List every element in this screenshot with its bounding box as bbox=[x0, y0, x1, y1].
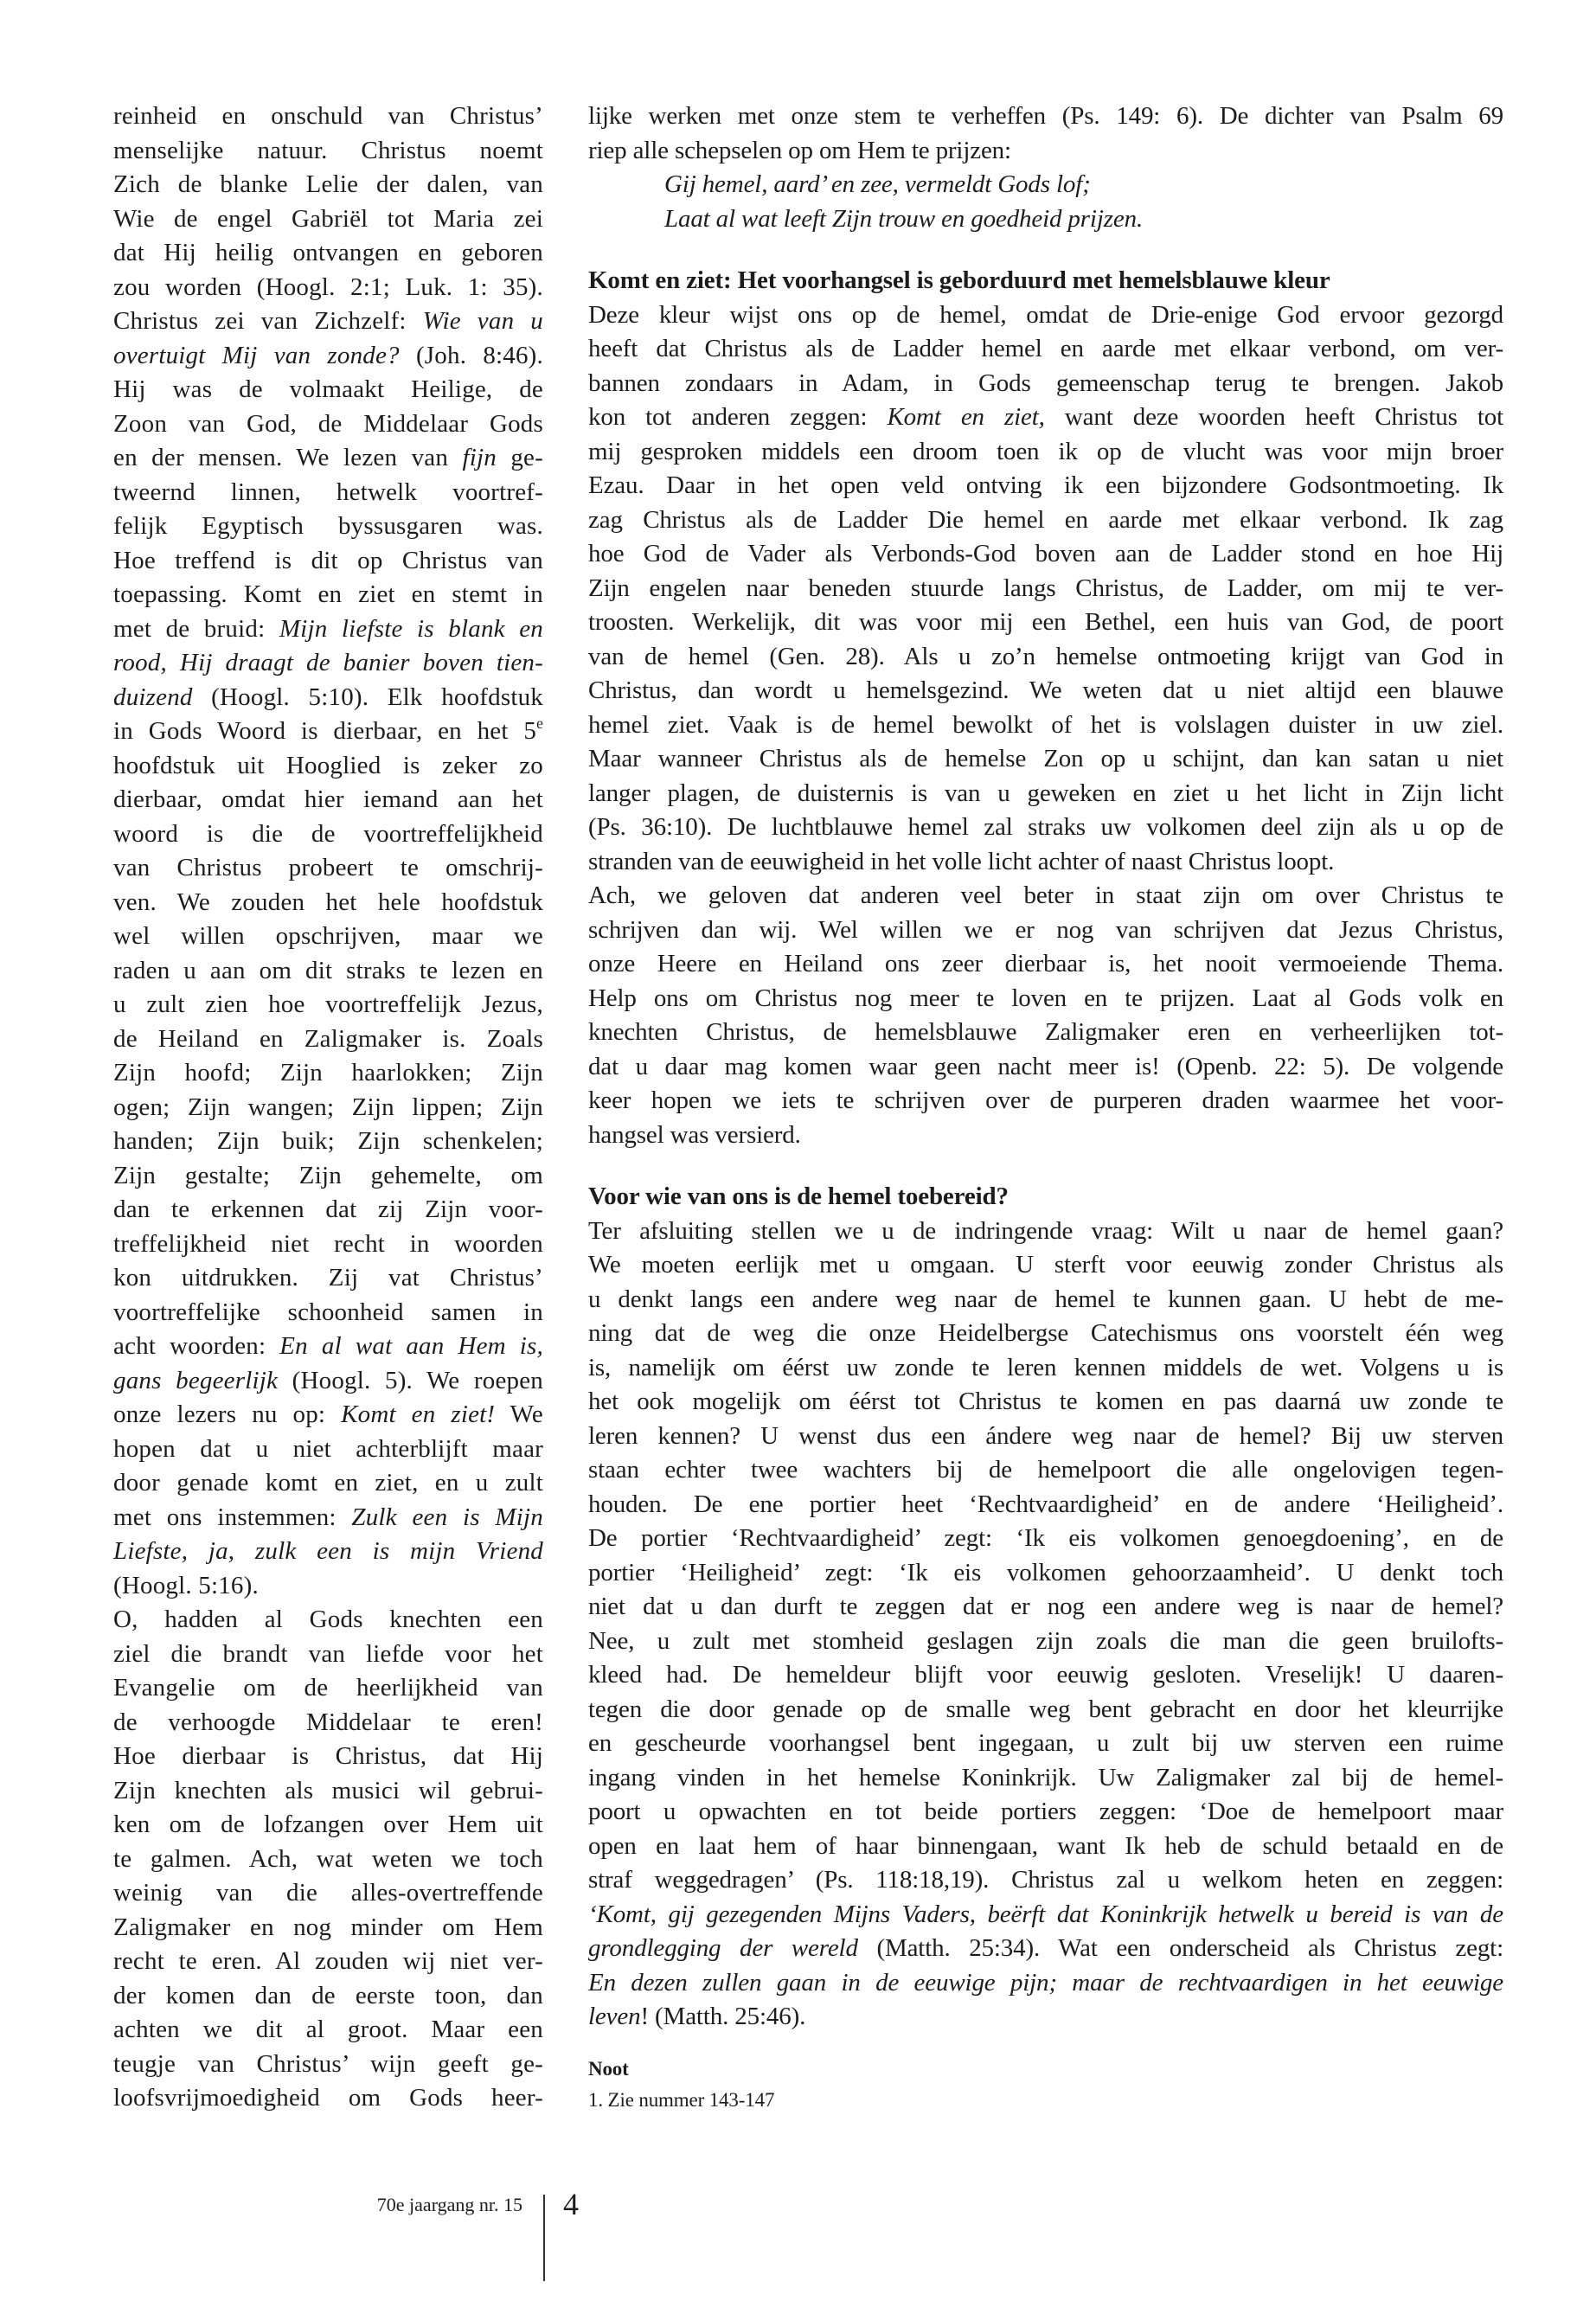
text-line bbox=[588, 1556, 1503, 1591]
text-segment: te galmen. Ach, wat weten we toch bbox=[113, 1844, 543, 1873]
italic-segment: rood, Hij draagt de banier boven tien- bbox=[113, 649, 543, 676]
text-segment: Hoe dierbaar is Christus, dat Hij bbox=[113, 1742, 543, 1770]
text-line bbox=[113, 2081, 543, 2116]
text-line bbox=[588, 1898, 1503, 1932]
left-column bbox=[113, 99, 543, 2116]
footer-divider bbox=[543, 2195, 545, 2281]
footnote-title: Noot bbox=[588, 2057, 629, 2080]
text-line bbox=[113, 202, 543, 237]
text-segment: hopen dat u niet achterblijft maar bbox=[113, 1434, 543, 1463]
text-segment: dierbaar, omdat hier iemand aan het bbox=[113, 785, 543, 813]
text-segment: ge- bbox=[496, 444, 543, 471]
text-line bbox=[588, 1351, 1503, 1386]
text-segment: (Joh. 8:46). bbox=[399, 341, 543, 369]
text-line bbox=[588, 947, 1503, 982]
text-segment: Gij hemel, aard’ en zee, vermeldt Gods lof; bbox=[664, 170, 1091, 198]
italic-segment: overtuigt Mij van zonde? bbox=[113, 341, 400, 369]
text-line bbox=[588, 1488, 1503, 1522]
text-line bbox=[113, 1296, 543, 1330]
text-segment: heeft dat Christus als de Ladder hemel en aarde met elkaar verbond, om ver- bbox=[588, 335, 1503, 362]
paragraph bbox=[113, 99, 543, 1603]
text-line bbox=[588, 777, 1503, 811]
text-segment: het ook mogelijk om éérst tot Christus te komen en pas daarná uw zonde te bbox=[588, 1388, 1503, 1415]
text-line bbox=[588, 1625, 1503, 1659]
text-segment: hoofdstuk uit Hooglied is zeker zo bbox=[113, 751, 543, 779]
text-segment: Help ons om Christus nog meer te loven en te prijzen. Laat al Gods volk en bbox=[588, 984, 1503, 1012]
text-segment: (Hoogl. 5:10). Elk hoofdstuk bbox=[192, 683, 543, 711]
footnote bbox=[588, 2054, 1503, 2116]
text-segment: We bbox=[495, 1400, 543, 1428]
text-line bbox=[113, 1193, 543, 1227]
text-segment: Nee, u zult met stomheid geslagen zijn zoals die man die geen bruilofts- bbox=[588, 1626, 1503, 1655]
text-segment: de verhoogde Middelaar te eren! bbox=[113, 1708, 543, 1736]
text-segment: (Matth. 25:34). Wat een onderscheid als Christus zegt: bbox=[857, 1934, 1503, 1962]
text-line bbox=[588, 1795, 1503, 1830]
text-line bbox=[113, 1638, 543, 1672]
text-segment: O, hadden al Gods knechten een bbox=[113, 1606, 543, 1633]
text-line bbox=[588, 708, 1503, 743]
text-segment: Christus, dan wordt u hemelsgezind. We weten dat u niet altijd een blauwe bbox=[588, 676, 1503, 704]
text-segment: ogen; Zijn wangen; Zijn lippen; Zijn bbox=[113, 1093, 543, 1121]
text-segment: hoe God de Vader als Verbonds-God boven aan de Ladder stond en hoe Hij bbox=[588, 540, 1503, 567]
text-segment: der komen dan de eerste toon, dan bbox=[113, 1981, 543, 2009]
text-line bbox=[113, 134, 543, 169]
text-segment: Ezau. Daar in het open veld ontving ik een bijzondere Godsontmoeting. Ik bbox=[588, 471, 1503, 499]
text-segment: Deze kleur wijst ons op de hemel, omdat de Drie-enige God ervoor gezorgd bbox=[588, 300, 1503, 329]
italic-segment: Komt en ziet, bbox=[887, 403, 1045, 431]
text-line bbox=[113, 1159, 543, 1194]
text-line bbox=[113, 2048, 543, 2082]
text-line bbox=[113, 1330, 543, 1364]
text-line bbox=[588, 982, 1503, 1016]
text-segment: ! (Matth. 25:46). bbox=[640, 2003, 806, 2030]
text-segment: recht te eren. Al zouden wij niet ver- bbox=[113, 1947, 543, 1975]
text-segment: riep alle schepselen op om Hem te prijzen: bbox=[588, 136, 1011, 164]
text-segment: houden. De ene portier heet ‘Rechtvaardigheid’ en de andere ‘Heiligheid’. bbox=[588, 1490, 1503, 1518]
text-line bbox=[113, 373, 543, 407]
text-line bbox=[113, 988, 543, 1022]
text-line bbox=[588, 1248, 1503, 1283]
text-segment: Wie de engel Gabriël tot Maria zei bbox=[113, 204, 543, 233]
text-line bbox=[113, 1876, 543, 1911]
text-line bbox=[588, 1453, 1503, 1488]
text-line bbox=[588, 1863, 1503, 1898]
text-line bbox=[113, 749, 543, 784]
paragraph bbox=[588, 298, 1503, 880]
superscript: e bbox=[536, 714, 543, 732]
text-line bbox=[588, 134, 1503, 169]
text-segment: menselijke natuur. Christus noemt bbox=[113, 136, 543, 164]
paragraph bbox=[588, 879, 1503, 1152]
text-segment: acht woorden: bbox=[113, 1332, 280, 1360]
text-line bbox=[113, 1569, 543, 1604]
text-line bbox=[113, 236, 543, 271]
right-column bbox=[588, 99, 1503, 2116]
text-segment: dat u daar mag komen waar geen nacht meer is! (Openb. 22: 5). De volgende bbox=[588, 1052, 1503, 1080]
text-segment: felijk Egyptisch byssusgaren was. bbox=[113, 512, 543, 540]
text-line bbox=[113, 1261, 543, 1296]
text-segment: treffelijkheid niet recht in woorden bbox=[113, 1229, 543, 1258]
text-segment: weinig van die alles-overtreffende bbox=[113, 1879, 543, 1907]
italic-segment: Liefste, ja, zulk een is mijn Vriend bbox=[113, 1537, 543, 1565]
text-line bbox=[113, 1774, 543, 1809]
text-segment: en gescheurde voorhangsel bent ingegaan, u zult bij uw sterven een ruime bbox=[588, 1729, 1503, 1757]
text-line bbox=[113, 510, 543, 544]
text-segment: onze lezers nu op: bbox=[113, 1400, 342, 1428]
text-line bbox=[588, 1084, 1503, 1118]
text-segment: poort u opwachten en tot beide portiers zeggen: ‘Doe de hemelpoort maar bbox=[588, 1798, 1503, 1825]
text-line bbox=[113, 407, 543, 442]
text-segment: woord is die de voortreffelijkheid bbox=[113, 819, 543, 848]
verse-quote bbox=[588, 168, 1503, 236]
text-segment: Zijn gestalte; Zijn gehemelte, om bbox=[113, 1161, 543, 1189]
italic-segment: fijn bbox=[462, 444, 497, 471]
text-line bbox=[113, 1979, 543, 2014]
text-segment: We moeten eerlijk met u omgaan. U sterft voor eeuwig zonder Christus als bbox=[588, 1251, 1503, 1279]
text-line bbox=[588, 913, 1503, 948]
text-segment: Zich de blanke Lelie der dalen, van bbox=[113, 170, 543, 198]
text-segment: Zaligmaker en nog minder om Hem bbox=[113, 1913, 543, 1941]
text-line bbox=[113, 1603, 543, 1638]
text-segment: en der mensen. We lezen van bbox=[113, 444, 463, 471]
text-line bbox=[113, 715, 543, 749]
text-segment: ken om de lofzangen over Hem uit bbox=[113, 1811, 543, 1838]
italic-segment: En al wat aan Hem is, bbox=[279, 1332, 543, 1360]
text-line bbox=[113, 681, 543, 715]
text-segment: is, namelijk om éérst uw zonde te leren kennen middels de wet. Volgens u is bbox=[588, 1353, 1503, 1381]
text-segment: (Hoogl. 5). We roepen bbox=[278, 1366, 544, 1394]
text-line bbox=[588, 367, 1503, 401]
text-line bbox=[588, 503, 1503, 538]
text-segment: van de hemel (Gen. 28). Als u zo’n hemelse ontmoeting krijgt van God in bbox=[588, 642, 1503, 670]
text-line bbox=[113, 1945, 543, 1979]
text-line bbox=[113, 886, 543, 920]
text-line bbox=[113, 271, 543, 305]
paragraph bbox=[588, 99, 1503, 168]
text-segment: niet dat u dan durft te zeggen dat er nog een andere weg is naar de hemel? bbox=[588, 1593, 1503, 1620]
text-segment: schrijven dan wij. Wel willen we er nog van schrijven dat Jezus Christus, bbox=[588, 915, 1503, 944]
text-line bbox=[113, 1911, 543, 1945]
text-line bbox=[588, 99, 1503, 134]
text-line bbox=[588, 606, 1503, 640]
text-line bbox=[113, 339, 543, 374]
text-segment: keer hopen we iets te schrijven over de purperen draden waarmee het voor- bbox=[588, 1086, 1503, 1114]
text-line bbox=[588, 1727, 1503, 1761]
text-segment: De portier ‘Rechtvaardigheid’ zegt: ‘Ik eis volkomen genoegdoening’, en de bbox=[588, 1524, 1503, 1552]
text-line bbox=[588, 1385, 1503, 1420]
text-segment: Maar wanneer Christus als de hemelse Zon op u schijnt, dan kan satan u niet bbox=[588, 745, 1503, 772]
text-line bbox=[113, 1125, 543, 1159]
text-segment: straf weggedragen’ (Ps. 118:18,19). Christus zal u welkom heten en zeggen: bbox=[588, 1866, 1503, 1894]
text-line bbox=[588, 435, 1503, 470]
italic-segment: Zulk een is Mijn bbox=[351, 1503, 543, 1531]
text-line bbox=[113, 851, 543, 886]
text-line bbox=[113, 1740, 543, 1774]
text-segment: bannen zondaars in Adam, in Gods gemeenschap terug te brengen. Jakob bbox=[588, 369, 1503, 397]
text-segment: ven. We zouden het hele hoofdstuk bbox=[113, 888, 543, 916]
text-line bbox=[588, 879, 1503, 913]
text-segment: open en laat hem of haar binnengaan, want Ik heb de schuld betaald en de bbox=[588, 1831, 1503, 1860]
text-line bbox=[113, 2013, 543, 2048]
text-line bbox=[588, 1693, 1503, 1727]
text-line bbox=[113, 920, 543, 954]
text-line bbox=[588, 811, 1503, 845]
text-segment: dan te erkennen dat zij Zijn voor- bbox=[113, 1195, 543, 1223]
text-line bbox=[588, 1317, 1503, 1351]
text-line bbox=[588, 742, 1503, 777]
text-line bbox=[113, 168, 543, 202]
text-line bbox=[113, 304, 543, 339]
text-line bbox=[588, 640, 1503, 675]
text-segment: portier ‘Heiligheid’ zegt: ‘Ik eis volkomen gehoorzaamheid’. U denkt toch bbox=[588, 1558, 1503, 1586]
text-segment: met de bruid: bbox=[113, 614, 279, 643]
text-segment: u denkt langs een andere weg naar de hemel te kunnen gaan. U hebt de me- bbox=[588, 1285, 1503, 1313]
text-line bbox=[113, 1671, 543, 1706]
italic-segment: Wie van u bbox=[422, 307, 543, 335]
text-segment: mij gesproken middels een droom toen ik op de vlucht was voor mijn broer bbox=[588, 437, 1503, 465]
text-line bbox=[588, 202, 1503, 237]
text-line bbox=[588, 572, 1503, 606]
text-segment: tegen die door genade op de smalle weg bent gebracht en door het kleurrijke bbox=[588, 1695, 1503, 1723]
text-line bbox=[588, 1215, 1503, 1249]
text-line bbox=[588, 1966, 1503, 2001]
section-heading: Komt en ziet: Het voorhangsel is geborduurd met hemelsblauwe kleur bbox=[588, 266, 1330, 294]
text-line bbox=[113, 954, 543, 989]
text-line bbox=[588, 1761, 1503, 1796]
italic-segment: duizend bbox=[113, 683, 193, 711]
text-line bbox=[588, 1050, 1503, 1085]
text-line bbox=[588, 674, 1503, 708]
text-segment: Laat al wat leeft Zijn trouw en goedheid prijzen. bbox=[664, 204, 1144, 233]
text-segment: kon uitdrukken. Zij vat Christus’ bbox=[113, 1264, 543, 1292]
text-line bbox=[113, 1091, 543, 1125]
text-segment: teugje van Christus’ wijn geeft ge- bbox=[113, 2049, 543, 2078]
text-segment: met ons instemmen: bbox=[113, 1503, 352, 1531]
text-line bbox=[113, 1056, 543, 1091]
italic-segment: Mijn liefste is blank en bbox=[279, 614, 543, 643]
text-segment: ingang vinden in het hemelse Koninkrijk. Uw Zaligmaker zal bij de hemel- bbox=[588, 1763, 1503, 1791]
italic-segment: ‘Komt, gij gezegenden Mijns Vaders, beërft dat Koninkrijk hetwelk u bereid is van de bbox=[588, 1900, 1503, 1928]
text-segment: reinheid en onschuld van Christus’ bbox=[113, 102, 543, 130]
text-segment: in Gods Woord is dierbaar, en het 5 bbox=[113, 717, 537, 745]
text-segment: Ter afsluiting stellen we u de indringende vraag: Wilt u naar de hemel gaan? bbox=[588, 1216, 1503, 1245]
text-segment: Evangelie om de heerlijkheid van bbox=[113, 1674, 543, 1702]
page-number: 4 bbox=[563, 2187, 579, 2221]
text-line bbox=[113, 1466, 543, 1501]
text-segment: de Heiland en Zaligmaker is. Zoals bbox=[113, 1024, 543, 1053]
text-segment: leren kennen? U wenst dus een ándere weg naar de hemel? Bij uw sterven bbox=[588, 1421, 1503, 1450]
text-segment: knechten Christus, de hemelsblauwe Zaligmaker eren en verheerlijken tot- bbox=[588, 1018, 1503, 1046]
text-segment: kleed had. De hemeldeur blijft voor eeuwig gesloten. Vreselijk! U daaren- bbox=[588, 1661, 1503, 1689]
text-segment: Hoe treffend is dit op Christus van bbox=[113, 546, 543, 574]
text-segment: Ach, we geloven dat anderen veel beter in staat zijn om over Christus te bbox=[588, 881, 1503, 909]
text-line bbox=[113, 783, 543, 817]
issue-info: 70e jaargang nr. 15 bbox=[376, 2194, 522, 2215]
text-line bbox=[113, 1501, 543, 1535]
text-line bbox=[113, 1843, 543, 1877]
italic-segment: Komt en ziet! bbox=[341, 1400, 496, 1428]
text-segment: troosten. Werkelijk, dit was voor mij een Bethel, een huis van God, de poort bbox=[588, 608, 1503, 636]
text-segment: hemel ziet. Vaak is de hemel bewolkt of het is volslagen duister in uw ziel. bbox=[588, 710, 1503, 739]
text-line bbox=[113, 1398, 543, 1433]
italic-segment: gans begeerlijk bbox=[113, 1366, 279, 1394]
text-segment: Zijn hoofd; Zijn haarlokken; Zijn bbox=[113, 1059, 543, 1086]
text-line bbox=[588, 1830, 1503, 1864]
text-line bbox=[588, 537, 1503, 572]
text-segment: Zijn knechten als musici wil gebrui- bbox=[113, 1776, 543, 1804]
text-line bbox=[113, 646, 543, 681]
text-segment: Christus zei van Zichzelf: bbox=[113, 307, 423, 335]
text-line bbox=[588, 845, 1503, 880]
text-line bbox=[113, 544, 543, 579]
text-line bbox=[113, 1535, 543, 1569]
text-segment: (Ps. 36:10). De luchtblauwe hemel zal straks uw volkomen deel zijn als u op de bbox=[588, 813, 1503, 841]
text-line bbox=[113, 1227, 543, 1262]
text-line bbox=[113, 612, 543, 647]
text-line bbox=[113, 817, 543, 852]
text-line bbox=[588, 1590, 1503, 1625]
text-segment: ning dat de weg die onze Heidelbergse Catechismus ons voorstelt één weg bbox=[588, 1319, 1503, 1347]
text-line bbox=[588, 469, 1503, 503]
paragraph bbox=[588, 1215, 1503, 2035]
text-segment: door genade komt en ziet, en u zult bbox=[113, 1469, 543, 1497]
text-segment: Hij was de volmaakt Heilige, de bbox=[113, 375, 543, 403]
text-segment: loofsvrijmoedigheid om Gods heer- bbox=[113, 2084, 543, 2112]
text-line bbox=[588, 1118, 1503, 1153]
text-segment: handen; Zijn buik; Zijn schenkelen; bbox=[113, 1127, 543, 1155]
text-line bbox=[588, 1522, 1503, 1556]
paragraph bbox=[113, 1603, 543, 2116]
text-line bbox=[588, 1016, 1503, 1050]
text-line bbox=[588, 1420, 1503, 1454]
text-line bbox=[588, 2000, 1503, 2035]
text-line bbox=[588, 168, 1503, 202]
text-segment: kon tot anderen zeggen: bbox=[588, 403, 888, 431]
section-heading: Voor wie van ons is de hemel toebereid? bbox=[588, 1183, 1009, 1210]
text-line bbox=[113, 1022, 543, 1057]
text-segment: ziel die brandt van liefde voor het bbox=[113, 1639, 543, 1668]
text-segment: hangsel was versierd. bbox=[588, 1120, 801, 1149]
text-segment: staan echter twee wachters bij de hemelpoort die alle ongelovigen tegen- bbox=[588, 1456, 1503, 1484]
text-segment: want deze woorden heeft Christus tot bbox=[1044, 403, 1503, 431]
text-segment: zag Christus als de Ladder Die hemel en aarde met elkaar verbond. Ik zag bbox=[588, 505, 1503, 534]
text-segment: zou worden (Hoogl. 2:1; Luk. 1: 35). bbox=[113, 272, 543, 301]
text-line bbox=[588, 1283, 1503, 1317]
text-line bbox=[113, 476, 543, 510]
text-segment: wel willen opschrijven, maar we bbox=[113, 922, 543, 950]
text-segment: lijke werken met onze stem te verheffen (Ps. 149: 6). De dichter van Psalm 69 bbox=[588, 102, 1503, 130]
text-line bbox=[588, 1658, 1503, 1693]
text-segment: achten we dit al groot. Maar een bbox=[113, 2016, 543, 2043]
text-segment: toepassing. Komt en ziet en stemt in bbox=[113, 580, 543, 608]
text-segment: onze Heere en Heiland ons zeer dierbaar is, het nooit vermoeiende Thema. bbox=[588, 950, 1503, 977]
text-line bbox=[113, 1364, 543, 1399]
italic-segment: En dezen zullen gaan in de eeuwige pijn; maar de rechtvaardigen in het eeuwige bbox=[588, 1968, 1503, 1997]
text-line bbox=[113, 1706, 543, 1740]
text-line bbox=[113, 99, 543, 134]
text-line bbox=[113, 1808, 543, 1843]
text-line bbox=[113, 578, 543, 612]
text-segment: van Christus probeert te omschrij- bbox=[113, 854, 543, 881]
text-segment: Zoon van God, de Middelaar Gods bbox=[113, 409, 543, 438]
text-line bbox=[588, 332, 1503, 367]
text-line bbox=[113, 441, 543, 476]
text-segment: voortreffelijke schoonheid samen in bbox=[113, 1298, 543, 1326]
text-segment: tweernd linnen, hetwelk voortref- bbox=[113, 478, 543, 506]
text-segment: u zult zien hoe voortreffelijk Jezus, bbox=[113, 990, 543, 1018]
text-segment: raden u aan om dit straks te lezen en bbox=[113, 956, 543, 984]
italic-segment: grondlegging der wereld bbox=[588, 1934, 858, 1962]
text-segment: (Hoogl. 5:16). bbox=[113, 1571, 259, 1599]
text-segment: stranden van de eeuwigheid in het volle licht achter of naast Christus loopt. bbox=[588, 847, 1335, 875]
italic-segment: leven bbox=[588, 2003, 641, 2030]
footnote-item: 1. Zie nummer 143-147 bbox=[588, 2088, 775, 2111]
text-line bbox=[588, 401, 1503, 435]
text-segment: Zijn engelen naar beneden stuurde langs Christus, de Ladder, om mij te ver- bbox=[588, 574, 1503, 602]
text-line bbox=[113, 1433, 543, 1467]
text-line bbox=[588, 298, 1503, 333]
text-line bbox=[588, 1932, 1503, 1966]
text-segment: langer plagen, de duisternis is van u geweken en ziet u het licht in Zijn licht bbox=[588, 779, 1503, 807]
text-segment: dat Hij heilig ontvangen en geboren bbox=[113, 239, 543, 266]
